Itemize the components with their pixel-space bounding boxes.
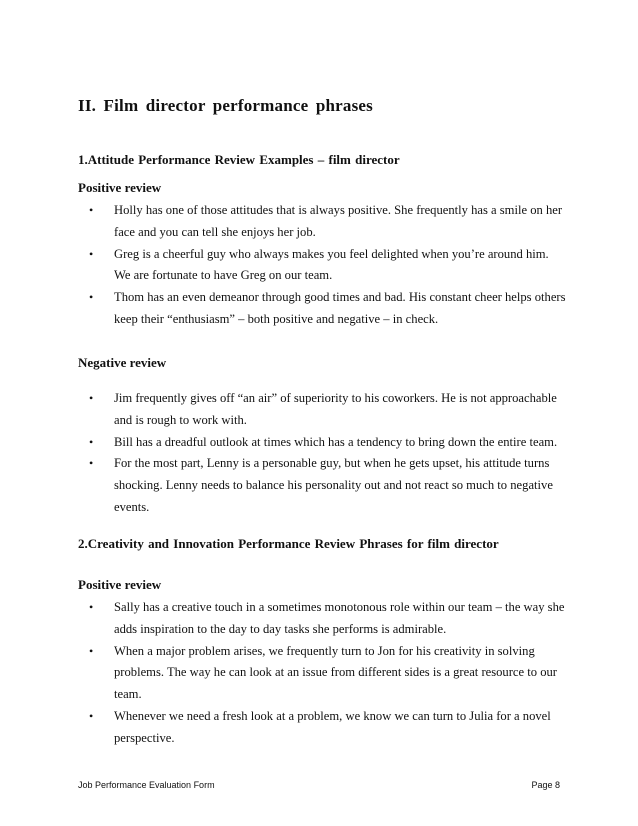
- list-item: [78, 597, 568, 641]
- bullet-list-attitude-negative: [78, 388, 568, 519]
- bullet-icon: •: [89, 456, 94, 471]
- list-item: [78, 453, 568, 518]
- list-item-text: Holly has one of those attitudes that is always positive. She frequently has a smile on her face and you can tell she enjoys her job.: [114, 203, 563, 239]
- bullet-icon: •: [89, 203, 94, 217]
- list-item: [78, 200, 568, 244]
- section-heading-attitude: 1.Attitude Performance Review Examples – film director: [78, 152, 400, 167]
- bullet-icon: •: [89, 643, 94, 658]
- list-item: [78, 388, 568, 432]
- list-item-text: When a major problem arises, we frequently turn to Jon for his creativity in solving problems. The way he can look at an issue from different sides is a great resource to our team.: [114, 643, 557, 702]
- bullet-icon: •: [89, 708, 94, 723]
- list-item: [78, 287, 568, 331]
- bullet-icon: •: [89, 434, 94, 449]
- group-label-negative-review: Negative review: [78, 355, 167, 370]
- section-heading-creativity: 2.Creativity and Innovation Performance Review Phrases for film director: [78, 536, 499, 551]
- list-item: [78, 432, 568, 454]
- bullet-icon: •: [89, 391, 94, 405]
- list-item-text: Thom has an even demeanor through good times and bad. His constant cheer helps others keep their “enthusiasm” – both positive and negative – in check.: [114, 290, 566, 326]
- page-title: II. Film director performance phrases: [78, 96, 373, 115]
- footer-form-title: Job Performance Evaluation Form: [78, 780, 215, 790]
- list-item-text: Whenever we need a fresh look at a problem, we know we can turn to Julia for a novel perspective.: [114, 708, 551, 745]
- bullet-icon: •: [89, 246, 94, 261]
- bullet-icon: •: [89, 290, 94, 305]
- list-item: [78, 244, 568, 288]
- list-item-text: Greg is a cheerful guy who always makes you feel delighted when you’re around him. We are fortunate to have Greg on our team.: [114, 246, 549, 283]
- bullet-list-creativity-positive: [78, 597, 568, 750]
- bullet-list-attitude-positive: [78, 200, 568, 331]
- list-item-text: Bill has a dreadful outlook at times which has a tendency to bring down the entire team.: [114, 434, 558, 449]
- list-item-text: Jim frequently gives off “an air” of superiority to his coworkers. He is not approachable and is rough to work with.: [114, 391, 557, 427]
- group-label-positive-review: Positive review: [78, 180, 162, 195]
- list-item: [78, 641, 568, 706]
- list-item-text: For the most part, Lenny is a personable guy, but when he gets upset, his attitude turns shocking. Lenny needs to balance his personality out and not react so much to negative events.: [114, 456, 553, 514]
- footer-page-number: Page 8: [531, 780, 560, 790]
- list-item: [78, 706, 568, 750]
- group-label-positive-review: Positive review: [78, 577, 162, 592]
- bullet-icon: •: [89, 600, 94, 614]
- list-item-text: Sally has a creative touch in a sometimes monotonous role within our team – the way she adds inspiration to the day to day tasks she performs is admirable.: [114, 600, 565, 636]
